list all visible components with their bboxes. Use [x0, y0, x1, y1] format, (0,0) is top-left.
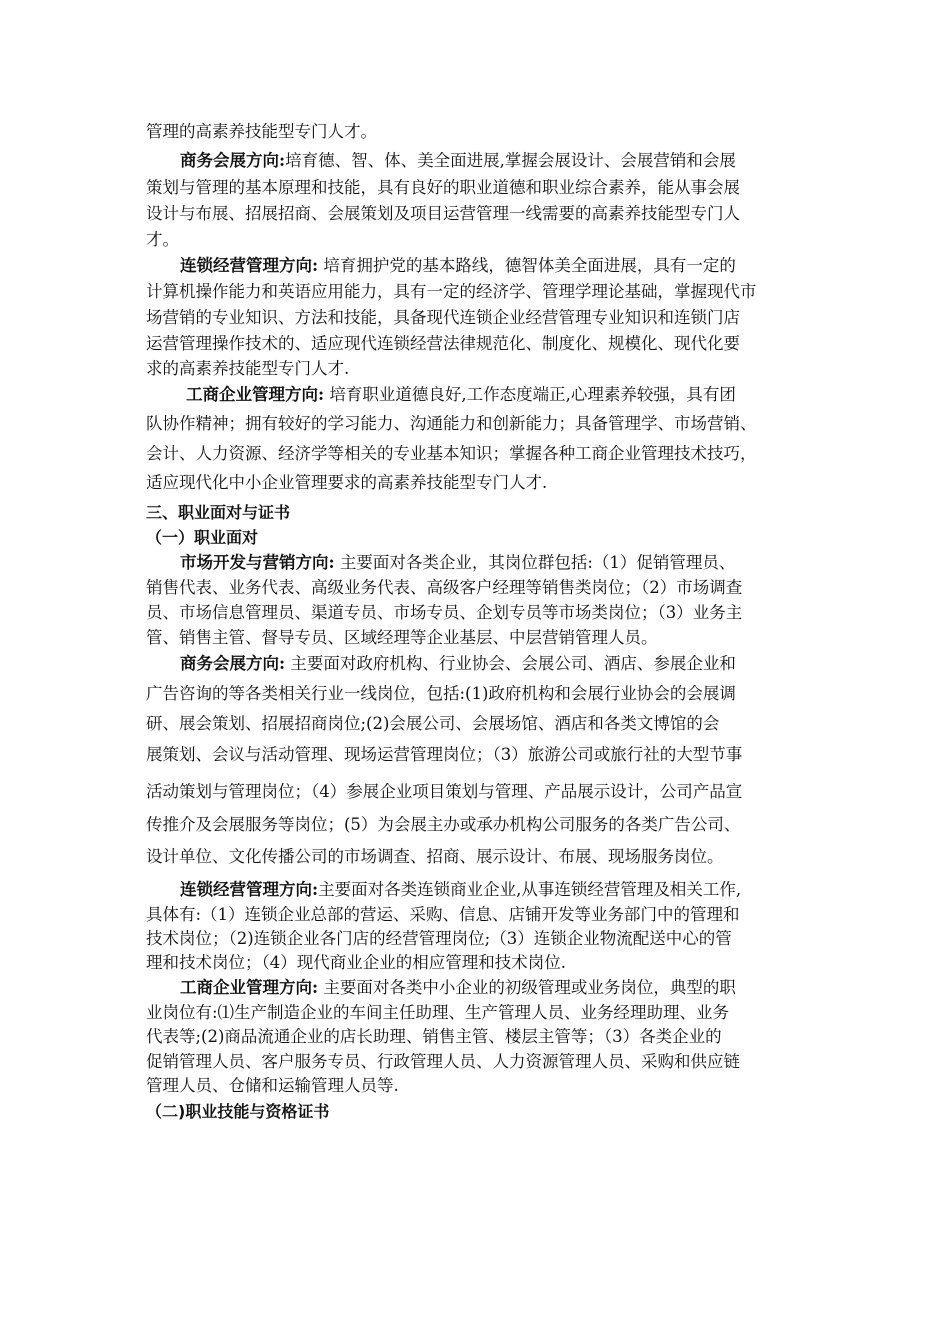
- paragraph-line: 连锁经营管理方向:主要面对各类连锁商业企业,从事连锁经营管理及相关工作,: [180, 880, 742, 899]
- paragraph-line: 商务会展方向:培育德、智、体、美全面进展,掌握会展设计、会展营销和会展: [180, 151, 736, 170]
- paragraph-line: 销售代表、业务代表、高级业务代表、高级客户经理等销售类岗位；（2）市场调查: [146, 578, 743, 597]
- paragraph-line: 管理的高素养技能型专门人才。: [146, 122, 377, 141]
- direction-title: 连锁经营管理方向:: [180, 256, 319, 275]
- paragraph-line: 场营销的专业知识、方法和技能，具备现代连锁企业经营管理专业知识和连锁门店: [146, 308, 740, 327]
- paragraph-line: 会计、人力资源、经济学等相关的专业基本知识；掌握各种工商企业管理技术技巧，: [146, 444, 757, 463]
- paragraph-line: 设计与布展、招展招商、会展策划及项目运营管理一线需要的高素养技能型专门人: [146, 204, 740, 223]
- paragraph-line: 求的高素养技能型专门人才.: [146, 359, 350, 378]
- paragraph-line: 业岗位有:⑴生产制造企业的车间主任助理、生产管理人员、业务经理助理、业务: [146, 1003, 730, 1022]
- paragraph-line: 员、市场信息管理员、渠道专员、市场专员、企划专员等市场类岗位；（3）业务主: [146, 603, 743, 622]
- direction-title: 工商企业管理方向:: [186, 385, 325, 404]
- paragraph-line: 工商企业管理方向: 培育职业道德良好,工作态度端正,心理素养较强，具有团: [186, 385, 736, 404]
- paragraph-line: 技术岗位；（2)连锁企业各门店的经营管理岗位;（3）连锁企业物流配送中心的管: [146, 929, 732, 948]
- paragraph-line: 连锁经营管理方向: 培育拥护党的基本路线，德智体美全面进展，具有一定的: [180, 256, 736, 275]
- paragraph-line: 活动策划与管理岗位；（4）参展企业项目策划与管理、产品展示设计，公司产品宣: [146, 782, 743, 801]
- section-heading: 三、职业面对与证书: [146, 503, 291, 522]
- subsection-heading: （一）职业面对: [146, 528, 259, 547]
- paragraph-line: 才。: [146, 230, 179, 249]
- paragraph-line: 设计单位、文化传播公司的市场调查、招商、展示设计、布展、现场服务岗位。: [146, 847, 724, 866]
- paragraph-line: 展策划、会议与活动管理、现场运营管理岗位；（3）旅游公司或旅行社的大型节事: [146, 745, 743, 764]
- paragraph-line: 运营管理操作技术的、适应现代连锁经营法律规范化、制度化、规模化、现代化要: [146, 334, 740, 353]
- paragraph-line: 计算机操作能力和英语应用能力，具有一定的经济学、管理学理论基础，掌握现代市: [146, 282, 757, 301]
- paragraph-line: 研、展会策划、招展招商岗位;(2)会展公司、会展场馆、酒店和各类文博馆的会: [146, 714, 720, 733]
- paragraph-line: 促销管理人员、客户服务专员、行政管理人员、人力资源管理人员、采购和供应链: [146, 1052, 740, 1071]
- subsection-heading: （二)职业技能与资格证书: [146, 1102, 330, 1121]
- direction-title: 连锁经营管理方向:: [180, 880, 319, 899]
- paragraph-line: 策划与管理的基本原理和技能，具有良好的职业道德和职业综合素养，能从事会展: [146, 178, 740, 197]
- direction-title: 商务会展方向:: [180, 654, 286, 673]
- paragraph-line: 市场开发与营销方向: 主要面对各类企业，其岗位群包括:（1）促销管理员、: [180, 553, 736, 572]
- direction-title: 工商企业管理方向:: [180, 978, 319, 997]
- paragraph-line: 队协作精神；拥有较好的学习能力、沟通能力和创新能力；具备管理学、市场营销、: [146, 414, 757, 433]
- paragraph-line: 代表等;(2)商品流通企业的店长助理、销售主管、楼层主管等；（3）各类企业的: [146, 1027, 722, 1046]
- direction-title: 市场开发与营销方向:: [180, 553, 335, 572]
- paragraph-line: 工商企业管理方向: 主要面对各类中小企业的初级管理或业务岗位，典型的职: [180, 978, 736, 997]
- paragraph-line: 管、销售主管、督导专员、区域经理等企业基层、中层营销管理人员。: [146, 628, 658, 647]
- paragraph-line: 适应现代化中小企业管理要求的高素养技能型专门人才.: [146, 473, 548, 492]
- paragraph-line: 管理人员、仓储和运输管理人员等.: [146, 1076, 399, 1095]
- paragraph-line: 理和技术岗位；（4）现代商业企业的相应管理和技术岗位.: [146, 953, 566, 972]
- direction-title: 商务会展方向:: [180, 151, 286, 170]
- paragraph-line: 广告咨询的等各类相关行业一线岗位，包括:(1)政府机构和会展行业协会的会展调: [146, 684, 736, 703]
- paragraph-line: 商务会展方向: 主要面对政府机构、行业协会、会展公司、酒店、参展企业和: [180, 654, 736, 673]
- paragraph-line: 传推介及会展服务等岗位；(5）为会展主办或承办机构公司服务的各类广告公司、: [146, 815, 741, 834]
- paragraph-line: 具体有:（1）连锁企业总部的营运、采购、信息、店铺开发等业务部门中的管理和: [146, 905, 740, 924]
